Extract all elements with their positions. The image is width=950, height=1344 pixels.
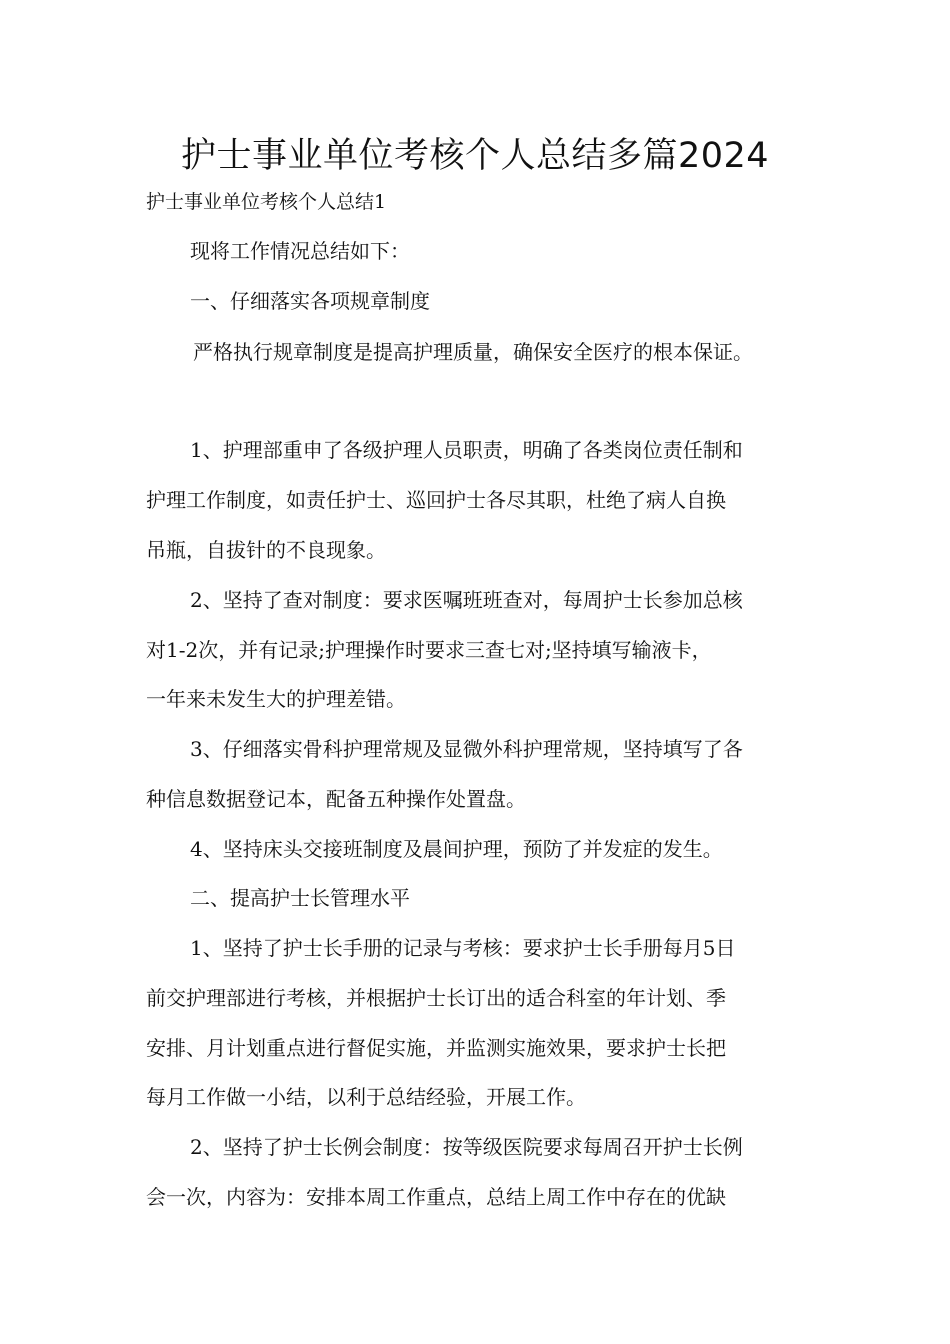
paragraph-line: 现将工作情况总结如下： <box>190 239 410 263</box>
paragraph-line: 前交护理部进行考核，并根据护士长订出的适合科室的年计划、季 <box>146 986 726 1010</box>
paragraph-line: 护理工作制度，如责任护士、巡回护士各尽其职，杜绝了病人自换 <box>146 488 726 512</box>
paragraph-line: 安排、月计划重点进行督促实施，并监测实施效果，要求护士长把 <box>146 1036 726 1060</box>
paragraph-line: 对1-2次，并有记录;护理操作时要求三查七对;坚持填写输液卡， <box>146 638 712 662</box>
paragraph-line: 1、护理部重申了各级护理人员职责，明确了各类岗位责任制和 <box>190 438 743 462</box>
paragraph-line: 会一次，内容为：安排本周工作重点，总结上周工作中存在的优缺 <box>146 1185 726 1209</box>
section-heading: 一、仔细落实各项规章制度 <box>190 289 430 313</box>
section-heading: 二、提高护士长管理水平 <box>190 886 410 910</box>
paragraph-line: 每月工作做一小结，以利于总结经验，开展工作。 <box>146 1085 586 1109</box>
document-title: 护士事业单位考核个人总结多篇2024 <box>180 136 770 176</box>
paragraph-line: 3、仔细落实骨科护理常规及显微外科护理常规，坚持填写了各 <box>190 737 743 761</box>
paragraph-line: 2、坚持了护士长例会制度：按等级医院要求每周召开护士长例 <box>190 1135 743 1159</box>
paragraph-line: 2、坚持了查对制度：要求医嘱班班查对，每周护士长参加总核 <box>190 588 743 612</box>
section-subtitle: 护士事业单位考核个人总结1 <box>146 191 387 213</box>
paragraph-line: 吊瓶，自拔针的不良现象。 <box>146 538 386 562</box>
paragraph-line: 1、坚持了护士长手册的记录与考核：要求护士长手册每月5日 <box>190 936 736 960</box>
paragraph-line: 严格执行规章制度是提高护理质量，确保安全医疗的根本保证。 <box>193 340 753 364</box>
paragraph-line: 一年来未发生大的护理差错。 <box>146 687 406 711</box>
paragraph-line: 4、坚持床头交接班制度及晨间护理，预防了并发症的发生。 <box>190 837 723 861</box>
paragraph-line: 种信息数据登记本，配备五种操作处置盘。 <box>146 787 526 811</box>
